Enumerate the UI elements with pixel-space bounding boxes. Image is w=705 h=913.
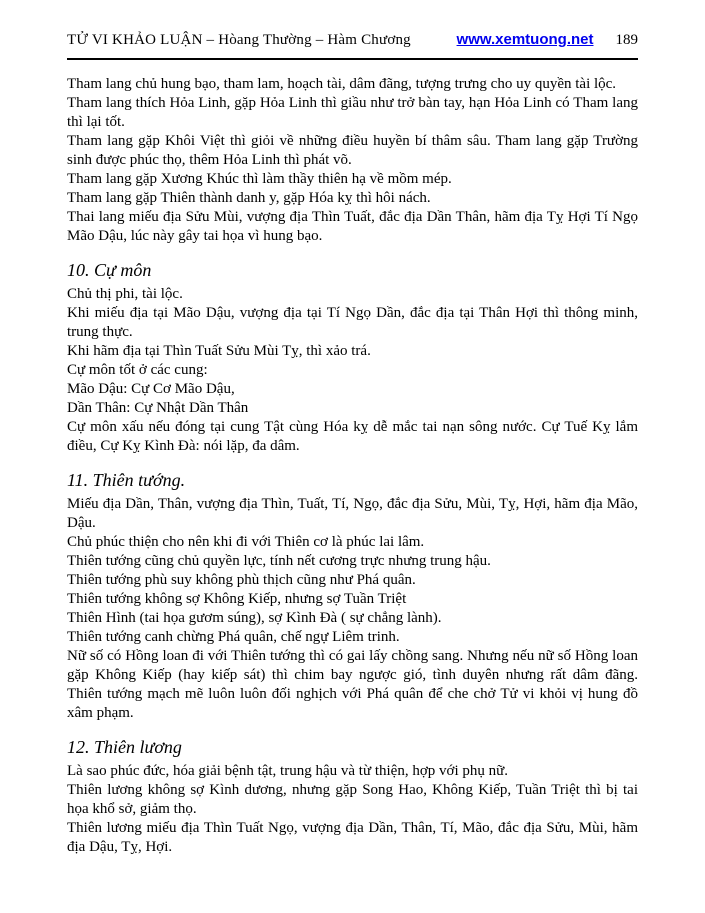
paragraph: Tham lang gặp Thiên thành danh y, gặp Hóa kỵ thì hôi nách. — [67, 190, 431, 206]
paragraph: Thiên tướng mạch mẽ luôn luôn đối nghịch với Phá quân để che chở Tử vi khỏi vị hung đồ xâm phạm. — [67, 686, 638, 721]
paragraph: Chủ phúc thiện cho nên khi đi với Thiên cơ là phúc lai lâm. — [67, 534, 425, 550]
header-divider — [67, 58, 638, 60]
section-heading-thien-luong: 12. Thiên lương — [67, 737, 182, 757]
paragraph: Thiên tướng không sợ Không Kiếp, nhưng sợ Tuần Triệt — [67, 591, 407, 607]
paragraph: Thiên tướng cũng chủ quyền lực, tính nết cương trực nhưng trung hậu. — [67, 553, 491, 569]
paragraph: Cự môn tốt ở các cung: — [67, 362, 208, 378]
paragraph: Thiên tướng phù suy không phù thịch cũng như Phá quân. — [67, 572, 416, 588]
paragraph: Dần Thân: Cự Nhật Dần Thân — [67, 400, 249, 416]
page-header — [67, 30, 638, 50]
paragraph: Tham lang gặp Xương Khúc thì làm thầy thiên hạ về mồm mép. — [67, 171, 452, 187]
paragraph: Miếu địa Dần, Thân, vượng địa Thìn, Tuất, Tí, Ngọ, đắc địa Sửu, Mùi, Tỵ, Hợi, hãm địa Mão, Dậu. — [67, 496, 638, 531]
page-number: 189 — [615, 32, 638, 48]
paragraph: Tham lang gặp Khôi Việt thì giỏi về những điều huyền bí thâm sâu. Tham lang gặp Trường sinh được phúc thọ, thêm Hỏa Linh thì phát võ. — [67, 133, 638, 168]
paragraph: Thiên lương không sợ Kình dương, nhưng gặp Song Hao, Không Kiếp, Tuần Triệt thì bị tai họa khổ sở, giảm thọ. — [67, 782, 638, 817]
section-heading-cu-mon: 10. Cự môn — [67, 260, 152, 280]
paragraph: Thiên lương miếu địa Thìn Tuất Ngọ, vượng địa Dần, Thân, Tí, Mão, đắc địa Sửu, Mùi, hãm địa Dậu, Tỵ, Hợi. — [67, 820, 638, 855]
paragraph: Khi hãm địa tại Thìn Tuất Sửu Mùi Tỵ, thì xảo trá. — [67, 343, 371, 359]
paragraph: Tham lang thích Hỏa Linh, gặp Hỏa Linh thì giầu như trở bàn tay, hạn Hỏa Linh có Tham lang thì lại tốt. — [67, 95, 638, 130]
paragraph: Thiên tướng canh chừng Phá quân, chế ngự Liêm trinh. — [67, 629, 400, 645]
paragraph: Tham lang chủ hung bạo, tham lam, hoạch tài, dâm đãng, tượng trưng cho uy quyền tài lộc. — [67, 76, 617, 92]
paragraph: Nữ số có Hồng loan đi với Thiên tướng thì có gai lấy chồng sang. Nhưng nếu nữ số Hồng loan gặp Không Kiếp (hay kiếp sát) thì chim bay ngược gió, tình duyên nhưng rất dâm đãng. — [67, 648, 638, 683]
section-heading-thien-tuong: 11. Thiên tướng. — [67, 470, 186, 490]
book-title: TỬ VI KHẢO LUẬN – Hòang Thường – Hàm Chương — [67, 32, 411, 48]
paragraph: Mão Dậu: Cự Cơ Mão Dậu, — [67, 381, 235, 397]
website-link[interactable]: www.xemtuong.net — [456, 31, 594, 48]
paragraph: Là sao phúc đức, hóa giải bệnh tật, trung hậu và từ thiện, hợp với phụ nữ. — [67, 763, 508, 779]
paragraph: Chủ thị phi, tài lộc. — [67, 286, 183, 302]
paragraph: Khi miếu địa tại Mão Dậu, vượng địa tại Tí Ngọ Dần, đắc địa tại Thân Hợi thì thông minh, trung thực. — [67, 305, 638, 340]
paragraph: Cự môn xấu nếu đóng tại cung Tật cùng Hóa kỵ dễ mắc tai nạn sông nước. Cự Tuế Kỵ lắm điều, Cự Kỵ Kình Đà: nói lặp, đa dâm. — [67, 419, 638, 454]
paragraph: Thai lang miếu địa Sửu Mùi, vượng địa Thìn Tuất, đắc địa Dần Thân, hãm địa Tỵ Hợi Tí Ngọ Mão Dậu, lúc này gây tai họa vì hung bạo. — [67, 209, 638, 244]
body-text — [67, 75, 638, 857]
paragraph: Thiên Hình (tai họa gươm súng), sợ Kình Đà ( sự chẳng lành). — [67, 610, 442, 626]
